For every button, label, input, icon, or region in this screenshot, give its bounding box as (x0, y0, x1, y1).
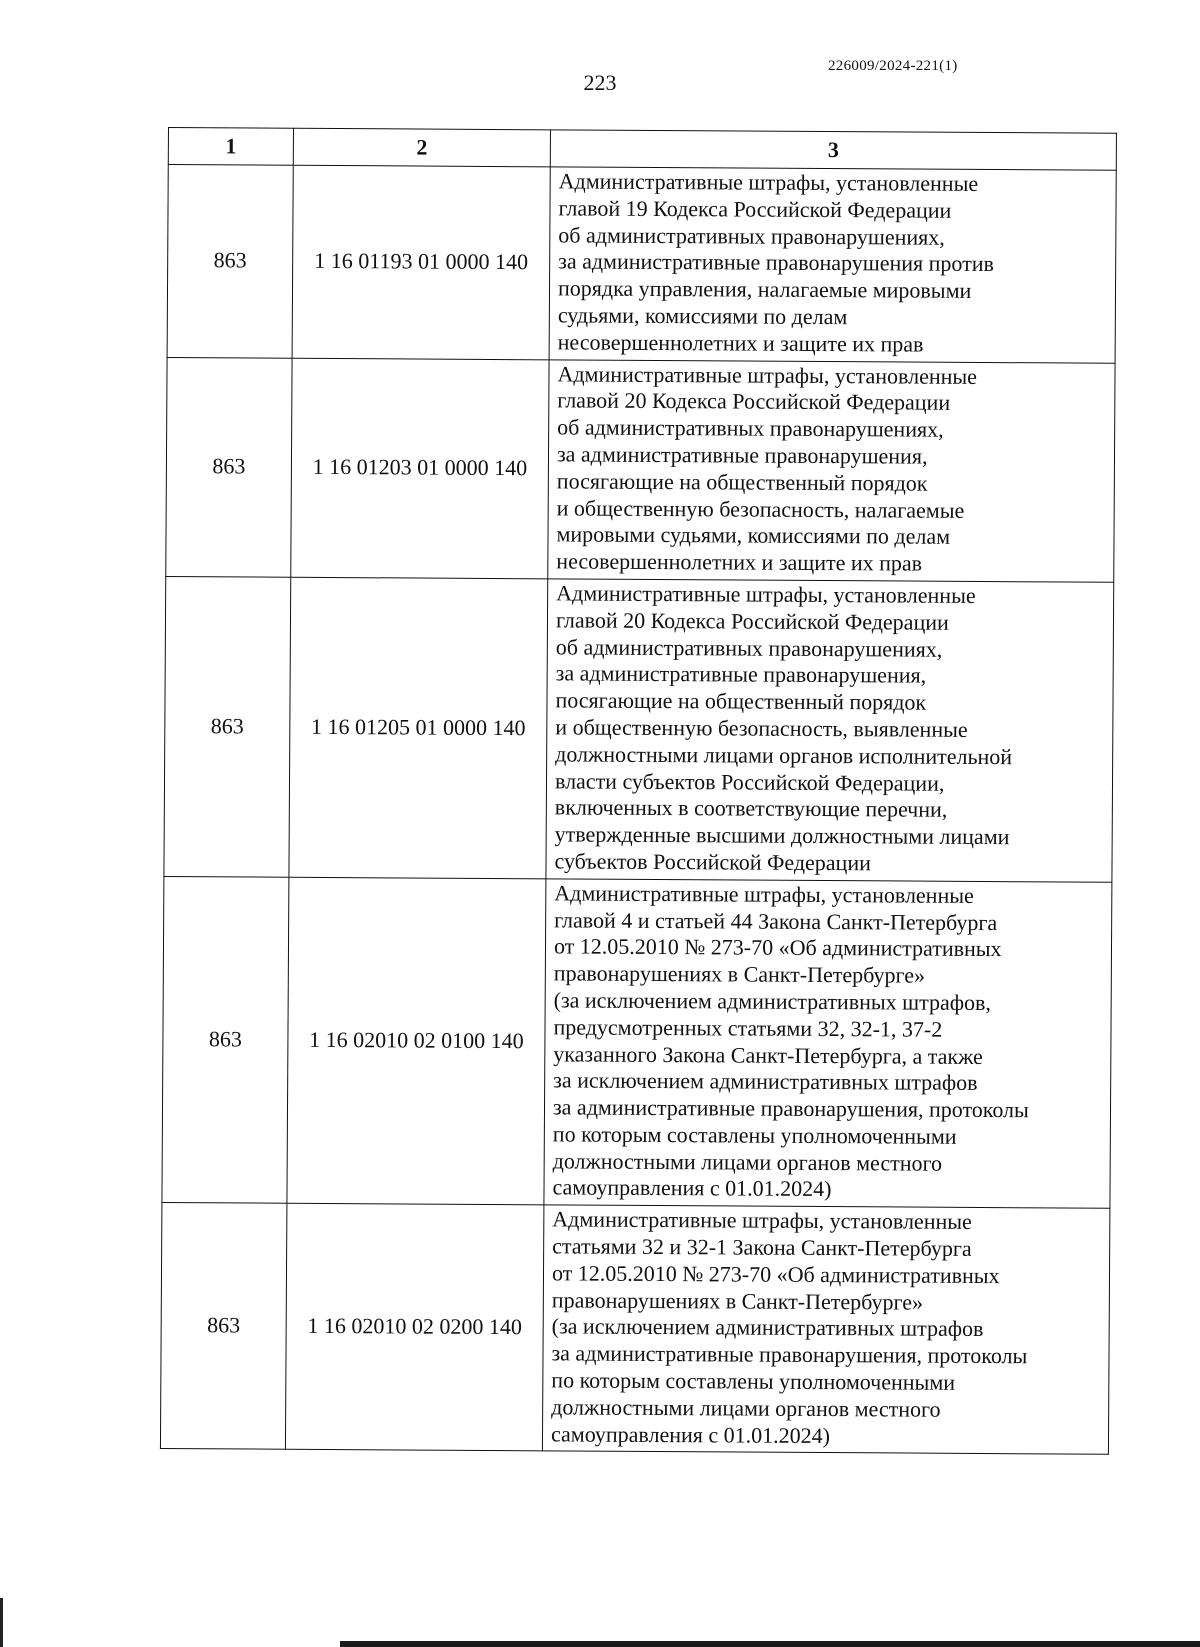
table-header-row (168, 128, 1116, 171)
budget-code-cell: 1 16 01205 01 0000 140 (289, 577, 548, 878)
budget-codes-table (160, 127, 1117, 1455)
admin-code-cell: 863 (162, 876, 289, 1203)
description-cell: Административные штрафы, установленные главой 20 Кодекса Российской Федерации об административных правонарушениях, за административные правонарушения, посягающие на общественный порядок и общественную безопасность, выявленные должностными лицами органов исполнительной власти субъектов Российской Федерации, включенных в соответствующие перечни, утвержденные высшими должностными лицами субъектов Российской Федерации (546, 579, 1114, 882)
document-number: 226009/2024-221(1) (828, 58, 958, 74)
budget-code-cell: 1 16 01203 01 0000 140 (291, 358, 549, 579)
table-row (160, 1203, 1109, 1455)
admin-code-cell: 863 (160, 1203, 287, 1450)
table-row (162, 876, 1112, 1208)
description-cell: Административные штрафы, установленные главой 20 Кодекса Российской Федерации об административных правонарушениях, за административные правонарушения, посягающие на общественный порядок и общественную безопасность, налагаемые мировыми судьями, комиссиями по делам несовершеннолетних и защите их прав (548, 359, 1115, 582)
admin-code-cell: 863 (166, 357, 292, 577)
budget-code-cell: 1 16 01193 01 0000 140 (292, 165, 550, 359)
budget-code-cell: 1 16 02010 02 0100 140 (287, 877, 546, 1205)
description-cell: Административные штрафы, установленные главой 19 Кодекса Российской Федерации об административных правонарушениях, за административные правонарушения против порядка управления, налагаемые мировыми судьями, комиссиями по делам несовершеннолетних и защите их прав (549, 167, 1116, 363)
admin-code-cell: 863 (164, 576, 291, 877)
scan-edge-mark-bottom (340, 1641, 1200, 1647)
admin-code-cell: 863 (167, 165, 293, 358)
page-number: 223 (583, 70, 617, 95)
budget-code-cell: 1 16 02010 02 0200 140 (285, 1204, 543, 1452)
table-row (164, 576, 1114, 882)
column-header-2: 2 (293, 128, 550, 167)
column-header-1: 1 (168, 128, 293, 166)
description-cell: Административные штрафы, установленные статьями 32 и 32-1 Закона Санкт-Петербурга от 12.05.2010 № 273-70 «Об административных правонарушениях в Санкт-Петербурге» (за исключением административных штрафов за административные правонарушения, протоколы по которым составлены уполномоченными должностными лицами органов местного самоуправления с 01.01.2024) (542, 1205, 1109, 1455)
table-row (166, 357, 1115, 582)
column-header-3: 3 (550, 130, 1116, 170)
scan-edge-mark-left (0, 1598, 3, 1647)
description-cell: Административные штрафы, установленные главой 4 и статьей 44 Закона Санкт-Петербурга от 12.05.2010 № 273-70 «Об административных правонарушениях в Санкт-Петербурге» (за исключением административных штрафов, предусмотренных статьями 32, 32-1, 37-2 указанного Закона Санкт-Петербурга, а также за исключением административных штрафов за административные правонарушения, протоколы по которым составлены уполномоченными должностными лицами органов местного самоуправления с 01.01.2024) (544, 879, 1112, 1209)
table-row (167, 165, 1116, 363)
